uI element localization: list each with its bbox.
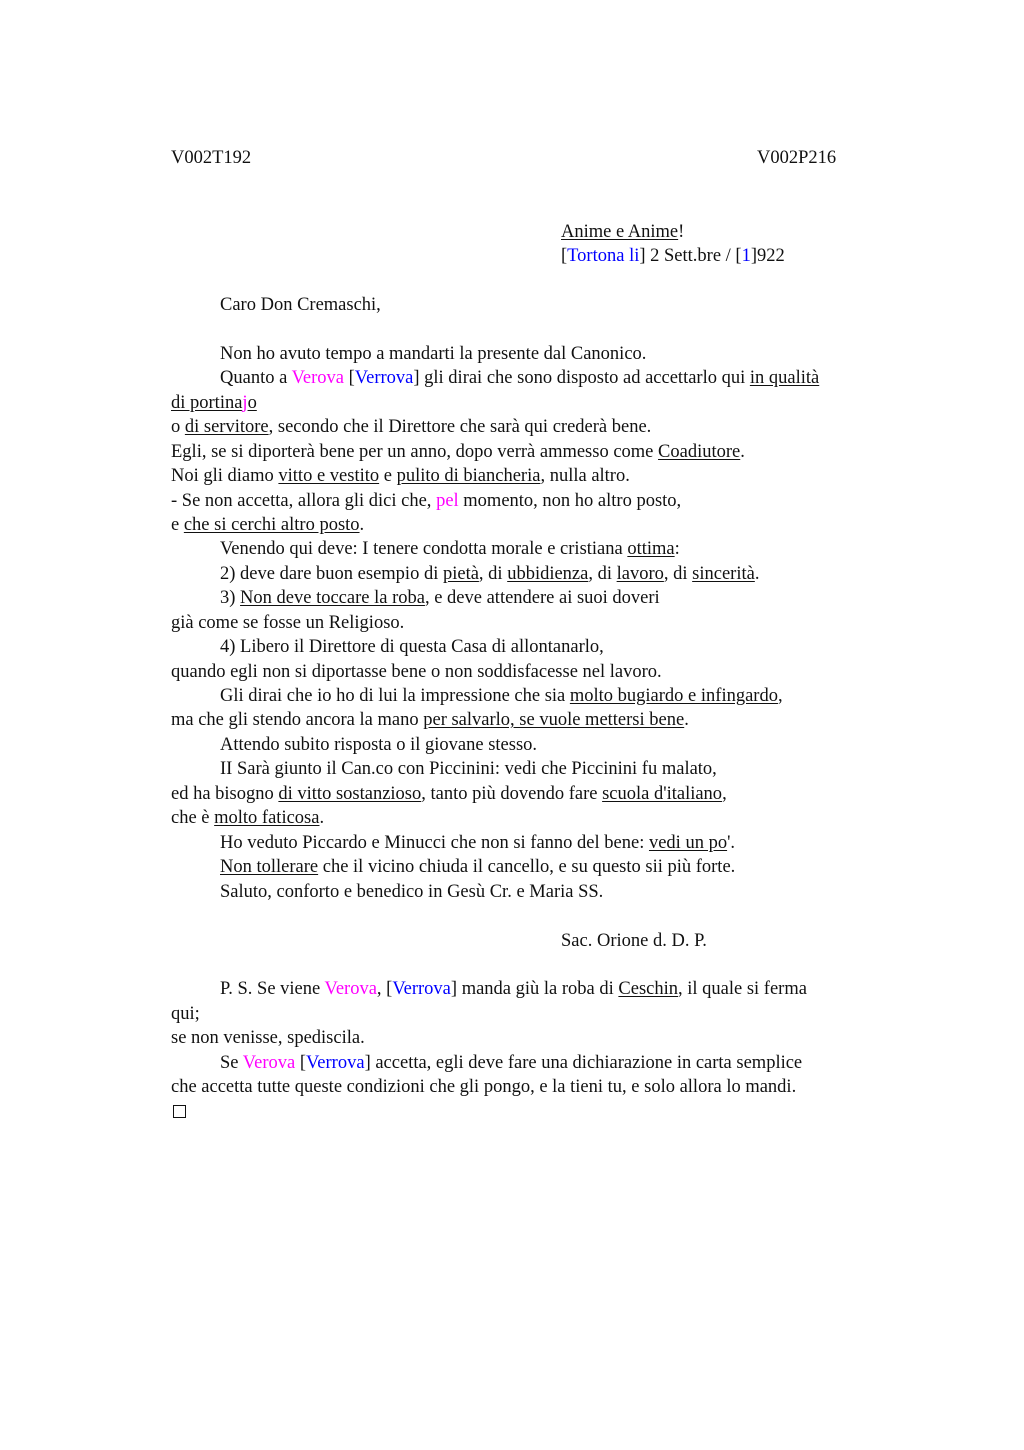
- underlined-text: di servitore: [184, 417, 269, 437]
- text: ] manda giù la roba di: [450, 979, 619, 999]
- text: , di: [478, 564, 508, 584]
- body-line-20: [171, 806, 324, 830]
- underlined-text: vitto e vestito: [278, 466, 380, 486]
- body-line-5: [171, 440, 745, 464]
- underlined-text: in qualità: [749, 368, 820, 388]
- text: Quanto a: [220, 368, 292, 388]
- text: ,: [777, 686, 783, 706]
- text: .: [319, 808, 325, 828]
- underlined-text: sincerità: [692, 564, 755, 584]
- body-line-22: [220, 855, 735, 879]
- postscript-line-1: [220, 977, 807, 1001]
- text: '.: [727, 833, 736, 853]
- body-line-13: 4) Libero il Direttore di questa Casa di allontanarlo,: [220, 637, 604, 657]
- text: 2) deve dare buon esempio di: [220, 564, 443, 584]
- text: Egli, se si diporterà bene per un anno, dopo verrà ammesso come: [171, 442, 659, 462]
- text: Gli dirai che io ho di lui la impressione che sia: [220, 686, 570, 706]
- text: .: [754, 564, 760, 584]
- body-line-6: [171, 464, 630, 488]
- word-variant: pel: [436, 491, 459, 511]
- underlined-text: di portina: [171, 393, 243, 413]
- text: che il vicino chiuda il cancello, e su questo sii più forte.: [318, 857, 736, 877]
- text: Noi gli diamo: [171, 466, 279, 486]
- text: , e deve attendere ai suoi doveri: [424, 588, 660, 608]
- text: ] accetta, egli deve fare una dichiarazione in carta semplice: [364, 1053, 803, 1073]
- body-line-2: [220, 366, 819, 390]
- text: momento, non ho altro posto,: [458, 491, 682, 511]
- text: Ho veduto Piccardo e Minucci che non si fanno del bene:: [220, 833, 649, 853]
- underlined-text: ottima: [627, 539, 675, 559]
- postscript-line-5: che accetta tutte queste condizioni che gli pongo, e la tieni tu, e solo allora lo mandi.: [171, 1077, 797, 1097]
- underlined-text: ubbidienza: [507, 564, 589, 584]
- text: o: [171, 417, 185, 437]
- text: Se: [220, 1053, 243, 1073]
- text: P. S. Se viene: [220, 979, 325, 999]
- underlined-text: Non tollerare: [220, 857, 319, 877]
- date-place: Tortona li: [567, 246, 640, 266]
- date-bracket-open: [: [561, 246, 568, 266]
- text: , di: [588, 564, 617, 584]
- text: , nulla altro.: [540, 466, 630, 486]
- body-line-7: [171, 489, 681, 513]
- header-left-code: V002T192: [171, 148, 252, 168]
- letter-variant: j: [242, 393, 248, 413]
- body-line-18: II Sarà giunto il Can.co con Piccinini: vedi che Piccinini fu malato,: [220, 759, 717, 779]
- checkbox-square-icon: [173, 1101, 186, 1125]
- body-line-16: [171, 708, 689, 732]
- body-line-19: [171, 782, 727, 806]
- text: .: [359, 515, 365, 535]
- heading-date: [561, 244, 785, 268]
- date-mid: ] 2 Sett.bre / [: [639, 246, 742, 266]
- underlined-text: lavoro: [616, 564, 664, 584]
- text: 3): [220, 588, 241, 608]
- underlined-text: o: [247, 393, 257, 413]
- salutation: Caro Don Cremaschi,: [220, 295, 381, 315]
- name-variant: Verova: [291, 368, 344, 388]
- underlined-text: molto faticosa: [214, 808, 320, 828]
- text: che è: [171, 808, 215, 828]
- heading-title-text: Anime e Anime: [561, 222, 679, 242]
- body-line-21: [220, 831, 735, 855]
- underlined-text: di vitto sostanzioso: [278, 784, 422, 804]
- body-line-23: Saluto, conforto e benedico in Gesù Cr. e Maria SS.: [220, 882, 604, 902]
- body-line-15: [220, 684, 783, 708]
- name-variant: Verova: [324, 979, 377, 999]
- body-line-10: [220, 562, 759, 586]
- body-line-8: [171, 513, 364, 537]
- name-correction: Verrova: [306, 1053, 365, 1073]
- text: , tanto più dovendo fare: [421, 784, 603, 804]
- heading-title-end: !: [678, 222, 685, 242]
- body-line-14: quando egli non si diportasse bene o non soddisfacesse nel lavoro.: [171, 662, 662, 682]
- body-line-1: Non ho avuto tempo a mandarti la presente dal Canonico.: [220, 344, 647, 364]
- postscript-line-4: [220, 1051, 802, 1075]
- body-line-12: già come se fosse un Religioso.: [171, 613, 405, 633]
- body-line-11: [220, 586, 660, 610]
- text: , secondo che il Direttore che sarà qui crederà bene.: [268, 417, 652, 437]
- text: .: [740, 442, 745, 462]
- underlined-text: molto bugiardo e infingardo: [569, 686, 778, 706]
- text: , di: [663, 564, 693, 584]
- underlined-text: che si cerchi altro posto: [183, 515, 360, 535]
- name-correction: Verrova: [354, 368, 414, 388]
- underlined-text: Ceschin: [618, 979, 678, 999]
- date-year-digit: 1: [741, 246, 751, 266]
- body-line-3: [171, 391, 257, 415]
- body-line-17: Attendo subito risposta o il giovane stesso.: [220, 735, 538, 755]
- body-line-9: [220, 537, 680, 561]
- text: .: [684, 710, 689, 730]
- text: ] gli dirai che sono disposto ad accettarlo qui: [413, 368, 750, 388]
- underlined-text: per salvarlo, se vuole mettersi bene: [423, 710, 685, 730]
- text: ma che gli stendo ancora la mano: [171, 710, 424, 730]
- text: ,: [722, 784, 727, 804]
- underlined-text: Non deve toccare la roba: [240, 588, 425, 608]
- text: , il quale si ferma: [678, 979, 807, 999]
- text: e: [379, 466, 397, 486]
- underlined-text: pietà: [442, 564, 479, 584]
- text: - Se non accetta, allora gli dici che,: [171, 491, 437, 511]
- text: [: [295, 1053, 306, 1073]
- underlined-text: Coadiutore: [658, 442, 741, 462]
- underlined-text: scuola d'italiano: [602, 784, 723, 804]
- body-line-4: [171, 415, 651, 439]
- signature: Sac. Orione d. D. P.: [561, 931, 707, 951]
- date-end: ]922: [750, 246, 785, 266]
- text: [: [344, 368, 355, 388]
- underlined-text: pulito di biancheria: [396, 466, 541, 486]
- postscript-line-2: qui;: [171, 1004, 200, 1024]
- name-correction: Verrova: [392, 979, 451, 999]
- heading-title: [561, 220, 684, 244]
- name-variant: Verova: [242, 1053, 296, 1073]
- text: ed ha bisogno: [171, 784, 279, 804]
- text: e: [171, 515, 184, 535]
- underlined-text: vedi un po: [648, 833, 728, 853]
- text: :: [674, 539, 680, 559]
- text: , [: [376, 979, 393, 999]
- header-right-code: V002P216: [757, 148, 837, 168]
- text: Venendo qui deve: I tenere condotta morale e cristiana: [220, 539, 628, 559]
- postscript-line-3: se non venisse, spediscila.: [171, 1028, 365, 1048]
